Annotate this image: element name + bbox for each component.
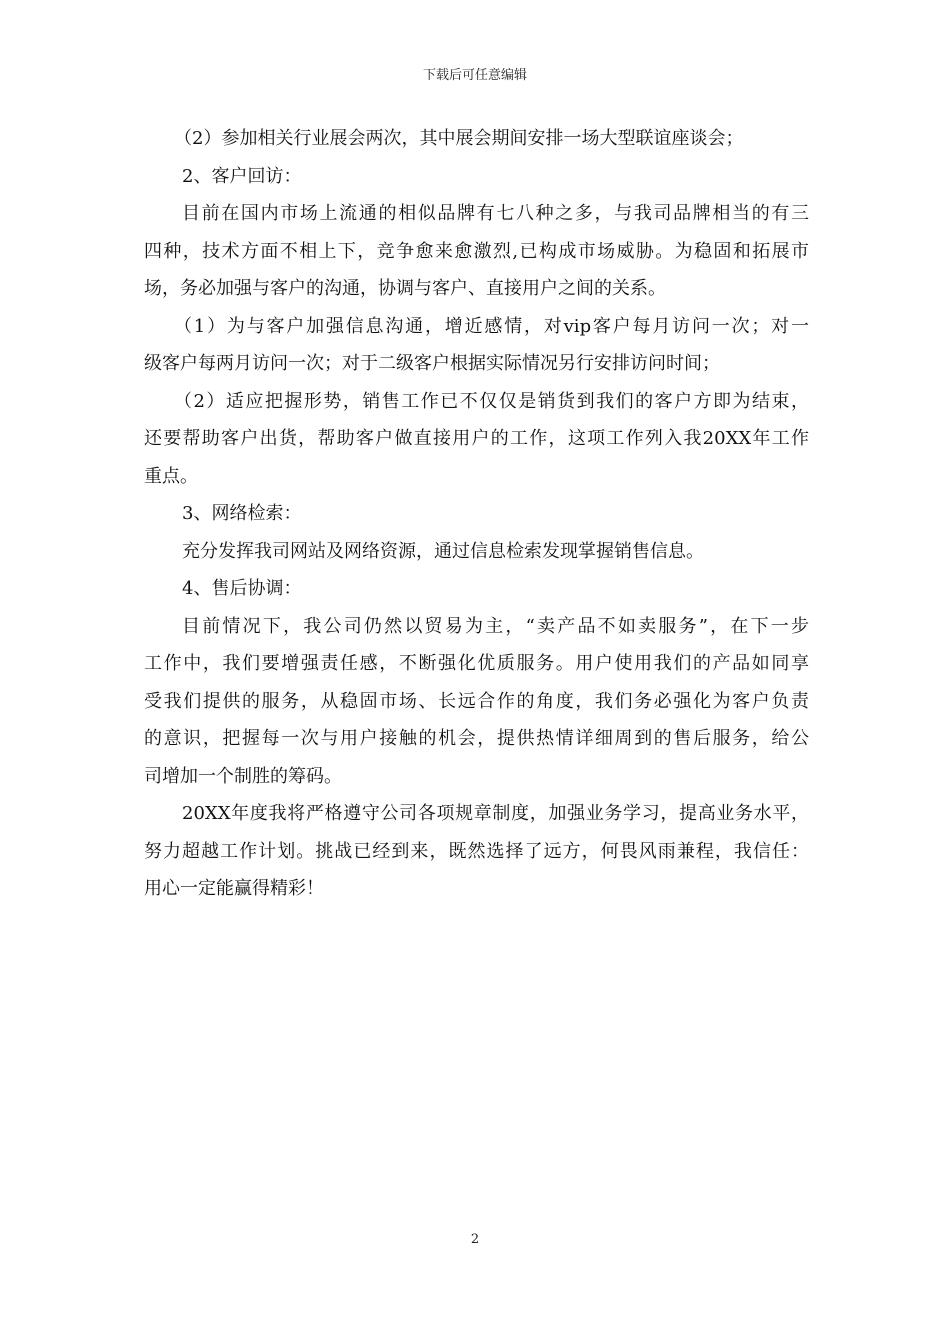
section-heading: 4、售后协调：	[182, 578, 302, 599]
paragraph-line: 目前情况下，我公司仍然以贸易为主，“卖产品不如卖服务”，在下一步	[182, 615, 809, 637]
paragraph-line: （2）参加相关行业展会两次，其中展会期间安排一场大型联谊座谈会；	[174, 128, 744, 149]
paragraph-line: （2）适应把握形势，销售工作已不仅仅是销货到我们的客户方即为结束，	[174, 390, 809, 412]
paragraph-line: 充分发挥我司网站及网络资源，通过信息检索发现掌握销售信息。	[182, 540, 704, 562]
document-body	[144, 120, 809, 908]
paragraph-line: 场，务必加强与客户的沟通，协调与客户、直接用户之间的关系。	[144, 278, 666, 299]
paragraph-line: 司增加一个制胜的筹码。	[144, 765, 342, 787]
paragraph-line: 还要帮助客户出货，帮助客户做直接用户的工作，这项工作列入我20XX年工作	[144, 428, 809, 449]
section-heading: 3、网络检索：	[182, 503, 302, 524]
paragraph-line: 级客户每两月访问一次；对于二级客户根据实际情况另行安排访问时间；	[144, 353, 720, 374]
section-heading: 2、客户回访：	[182, 165, 302, 187]
paragraph-line: 用心一定能赢得精彩！	[144, 878, 324, 899]
paragraph-line: （1）为与客户加强信息沟通，增近感情，对vip客户每月访问一次；对一	[174, 315, 809, 337]
paragraph-line: 重点。	[144, 465, 198, 487]
paragraph-line: 的意识，把握每一次与用户接触的机会，提供热情详细周到的售后服务，给公	[144, 728, 809, 749]
paragraph-line: 四种，技术方面不相上下，竞争愈来愈激烈,已构成市场威胁。为稳固和拓展市	[144, 240, 809, 262]
paragraph-line: 目前在国内市场上流通的相似品牌有七八种之多，与我司品牌相当的有三	[182, 203, 809, 224]
page-number: 2	[470, 1232, 480, 1247]
paragraph-line: 20XX年度我将严格遵守公司各项规章制度，加强业务学习，提高业务水平，	[182, 803, 809, 824]
paragraph-line: 受我们提供的服务，从稳固市场、长远合作的角度，我们务必强化为客户负责	[144, 690, 809, 712]
paragraph-line: 工作中，我们要增强责任感，不断强化优质服务。用户使用我们的产品如同享	[144, 653, 809, 674]
page-header: 下载后可任意编辑	[422, 68, 527, 83]
paragraph-line: 努力超越工作计划。挑战已经到来，既然选择了远方，何畏风雨兼程，我信任：	[144, 840, 809, 862]
